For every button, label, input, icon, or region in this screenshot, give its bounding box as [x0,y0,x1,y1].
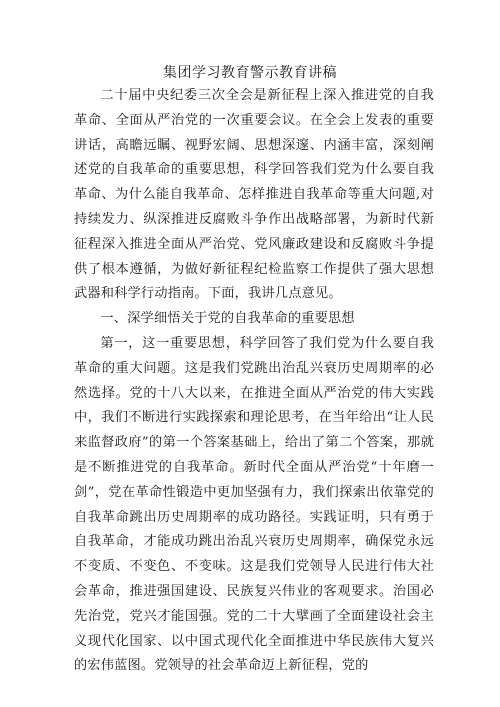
intro-paragraph: 二十届中央纪委三次全会是新征程上深入推进党的自我革命、全面从严治党的一次重要会议。在全会上发表的重要讲话，高瞻远瞩、视野宏阔、思想深邃、内涵丰富，深刻阐述党的自我革命的重要思想，科学回答我们党为什么要自我革命、为什么能自我革命、怎样推进自我革命等重大问题,对持续发力、纵深推进反腐败斗争作出战略部署，为新时代新征程深入推进全面从严治党、党风廉政建设和反腐败斗争提供了根本遵循，为做好新征程纪检监察工作提供了强大思想武器和科学行动指南。下面，我讲几点意见。 [74,88,434,302]
section-paragraph: 第一，这一重要思想，科学回答了我们党为什么要自我革命的重大问题。这是我们党跳出治乱兴衰历史周期率的必然选择。党的十八大以来，在推进全面从严治党的伟大实践中，我们不断进行实践探索和理论思考，在当年给出“让人民来监督政府”的第一个答案基础上，给出了第二个答案，那就是不断推进党的自我革命。新时代全面从严治党“十年磨一剑”，党在革命性锻造中更加坚强有力，我们探索出依靠党的自我革命跳出历史周期率的成功路径。实践证明，只有勇于自我革命，才能成功跳出治乱兴衰历史周期率，确保党永远不变质、不变色、不变味。这是我们党领导人民进行伟大社会革命，推进强国建设、民族复兴伟业的客观要求。治国必先治党，党兴才能国强。党的二十大擘画了全面建设社会主义现代化国家、以中国式现代化全面推进中华民族伟大复兴的宏伟蓝图。党领导的社会革命迈上新征程，党的 [74,335,434,674]
document-title: 集团学习教育警示教育讲稿 [163,65,337,81]
document-body [74,84,434,679]
section-heading: 一、深学细悟关于党的自我革命的重要思想 [100,311,355,327]
